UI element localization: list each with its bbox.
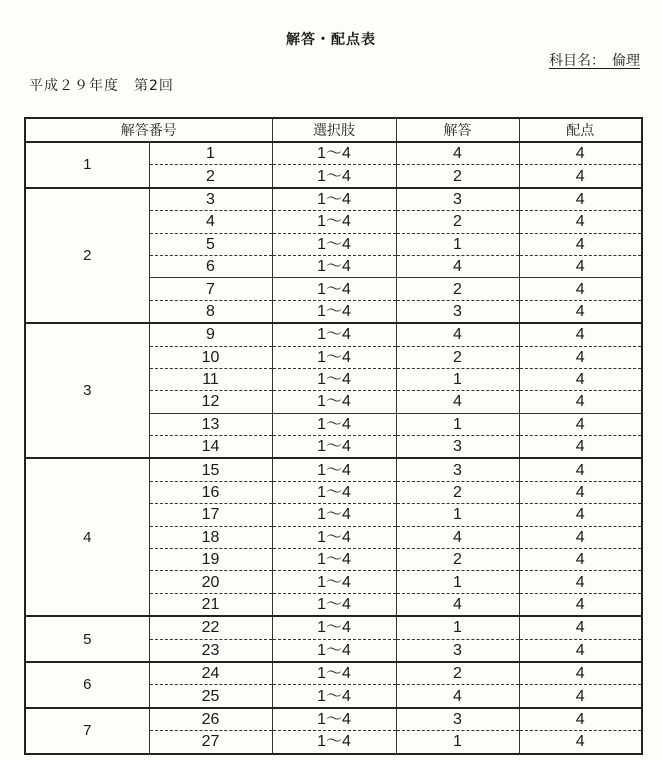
answer-cell: 3 <box>396 639 519 662</box>
answer-cell: 1 <box>396 571 519 593</box>
answer-cell: 1 <box>396 504 519 526</box>
choices-cell: 1〜4 <box>272 458 396 481</box>
points-cell: 4 <box>519 526 642 548</box>
choices-cell: 1〜4 <box>272 188 396 211</box>
points-cell: 4 <box>519 413 642 435</box>
question-number-cell: 5 <box>149 233 272 255</box>
points-cell: 4 <box>519 188 642 211</box>
answer-cell: 4 <box>396 685 519 708</box>
answer-cell: 2 <box>396 165 519 188</box>
answer-cell: 3 <box>396 458 519 481</box>
choices-cell: 1〜4 <box>272 593 396 616</box>
group-number-cell: 2 <box>25 188 149 323</box>
group-number-cell: 3 <box>25 323 149 458</box>
choices-cell: 1〜4 <box>272 278 396 300</box>
points-cell: 4 <box>519 639 642 662</box>
choices-cell: 1〜4 <box>272 526 396 548</box>
group-number-cell: 5 <box>25 616 149 662</box>
question-number-cell: 2 <box>149 165 272 188</box>
points-cell: 4 <box>519 436 642 459</box>
choices-cell: 1〜4 <box>272 300 396 323</box>
points-cell: 4 <box>519 233 642 255</box>
choices-cell: 1〜4 <box>272 685 396 708</box>
question-number-cell: 23 <box>149 639 272 662</box>
question-number-cell: 24 <box>149 662 272 685</box>
question-number-cell: 26 <box>149 708 272 731</box>
question-number-cell: 27 <box>149 731 272 754</box>
choices-cell: 1〜4 <box>272 639 396 662</box>
question-number-cell: 13 <box>149 413 272 435</box>
question-number-cell: 8 <box>149 300 272 323</box>
header-answer: 解答 <box>396 118 519 142</box>
question-number-cell: 25 <box>149 685 272 708</box>
question-number-cell: 19 <box>149 549 272 571</box>
group-number-cell: 6 <box>25 662 149 708</box>
answer-cell: 4 <box>396 323 519 346</box>
choices-cell: 1〜4 <box>272 662 396 685</box>
question-number-cell: 3 <box>149 188 272 211</box>
points-cell: 4 <box>519 458 642 481</box>
table-row <box>25 662 642 685</box>
choices-cell: 1〜4 <box>272 481 396 503</box>
answer-cell: 1 <box>396 616 519 639</box>
table-header-row <box>25 118 642 142</box>
answer-cell: 2 <box>396 278 519 300</box>
answer-cell: 4 <box>396 255 519 277</box>
points-cell: 4 <box>519 300 642 323</box>
answer-cell: 2 <box>396 481 519 503</box>
table-row <box>25 708 642 731</box>
choices-cell: 1〜4 <box>272 233 396 255</box>
question-number-cell: 21 <box>149 593 272 616</box>
header-choices: 選択肢 <box>272 118 396 142</box>
points-cell: 4 <box>519 278 642 300</box>
points-cell: 4 <box>519 481 642 503</box>
answer-cell: 2 <box>396 346 519 368</box>
question-number-cell: 17 <box>149 504 272 526</box>
choices-cell: 1〜4 <box>272 708 396 731</box>
points-cell: 4 <box>519 346 642 368</box>
choices-cell: 1〜4 <box>272 391 396 413</box>
question-number-cell: 15 <box>149 458 272 481</box>
points-cell: 4 <box>519 616 642 639</box>
points-cell: 4 <box>519 731 642 754</box>
group-number-cell: 1 <box>25 142 149 188</box>
question-number-cell: 22 <box>149 616 272 639</box>
choices-cell: 1〜4 <box>272 571 396 593</box>
points-cell: 4 <box>519 368 642 390</box>
question-number-cell: 14 <box>149 436 272 459</box>
header-points: 配点 <box>519 118 642 142</box>
points-cell: 4 <box>519 255 642 277</box>
question-number-cell: 18 <box>149 526 272 548</box>
answer-cell: 3 <box>396 436 519 459</box>
choices-cell: 1〜4 <box>272 504 396 526</box>
points-cell: 4 <box>519 165 642 188</box>
choices-cell: 1〜4 <box>272 549 396 571</box>
points-cell: 4 <box>519 504 642 526</box>
choices-cell: 1〜4 <box>272 436 396 459</box>
table-row <box>25 616 642 639</box>
answer-cell: 1 <box>396 731 519 754</box>
question-number-cell: 6 <box>149 255 272 277</box>
answer-cell: 2 <box>396 549 519 571</box>
table-body <box>25 142 642 754</box>
answer-cell: 2 <box>396 211 519 233</box>
header-answer-number: 解答番号 <box>25 118 272 142</box>
question-number-cell: 10 <box>149 346 272 368</box>
table-row <box>25 458 642 481</box>
answer-cell: 4 <box>396 391 519 413</box>
choices-cell: 1〜4 <box>272 323 396 346</box>
question-number-cell: 11 <box>149 368 272 390</box>
answer-cell: 4 <box>396 593 519 616</box>
question-number-cell: 16 <box>149 481 272 503</box>
points-cell: 4 <box>519 323 642 346</box>
points-cell: 4 <box>519 142 642 165</box>
answer-cell: 1 <box>396 233 519 255</box>
points-cell: 4 <box>519 391 642 413</box>
question-number-cell: 7 <box>149 278 272 300</box>
points-cell: 4 <box>519 708 642 731</box>
choices-cell: 1〜4 <box>272 255 396 277</box>
points-cell: 4 <box>519 211 642 233</box>
table-row <box>25 188 642 211</box>
points-cell: 4 <box>519 685 642 708</box>
table-row <box>25 142 642 165</box>
choices-cell: 1〜4 <box>272 142 396 165</box>
answer-cell: 1 <box>396 413 519 435</box>
answer-cell: 2 <box>396 662 519 685</box>
choices-cell: 1〜4 <box>272 616 396 639</box>
answer-cell: 1 <box>396 368 519 390</box>
question-number-cell: 1 <box>149 142 272 165</box>
answer-cell: 3 <box>396 300 519 323</box>
answer-table <box>24 117 643 755</box>
points-cell: 4 <box>519 549 642 571</box>
subject-label: 科目名： 倫理 <box>549 53 640 69</box>
choices-cell: 1〜4 <box>272 346 396 368</box>
answer-cell: 3 <box>396 188 519 211</box>
answer-cell: 3 <box>396 708 519 731</box>
choices-cell: 1〜4 <box>272 165 396 188</box>
answer-cell: 4 <box>396 142 519 165</box>
choices-cell: 1〜4 <box>272 368 396 390</box>
document-title: 解答・配点表 <box>286 32 376 48</box>
choices-cell: 1〜4 <box>272 731 396 754</box>
choices-cell: 1〜4 <box>272 413 396 435</box>
points-cell: 4 <box>519 662 642 685</box>
question-number-cell: 4 <box>149 211 272 233</box>
exam-year-label: 平成２９年度 第2回 <box>29 78 174 94</box>
question-number-cell: 12 <box>149 391 272 413</box>
points-cell: 4 <box>519 571 642 593</box>
group-number-cell: 4 <box>25 458 149 616</box>
answer-cell: 4 <box>396 526 519 548</box>
group-number-cell: 7 <box>25 708 149 754</box>
table-row <box>25 323 642 346</box>
choices-cell: 1〜4 <box>272 211 396 233</box>
question-number-cell: 20 <box>149 571 272 593</box>
points-cell: 4 <box>519 593 642 616</box>
question-number-cell: 9 <box>149 323 272 346</box>
